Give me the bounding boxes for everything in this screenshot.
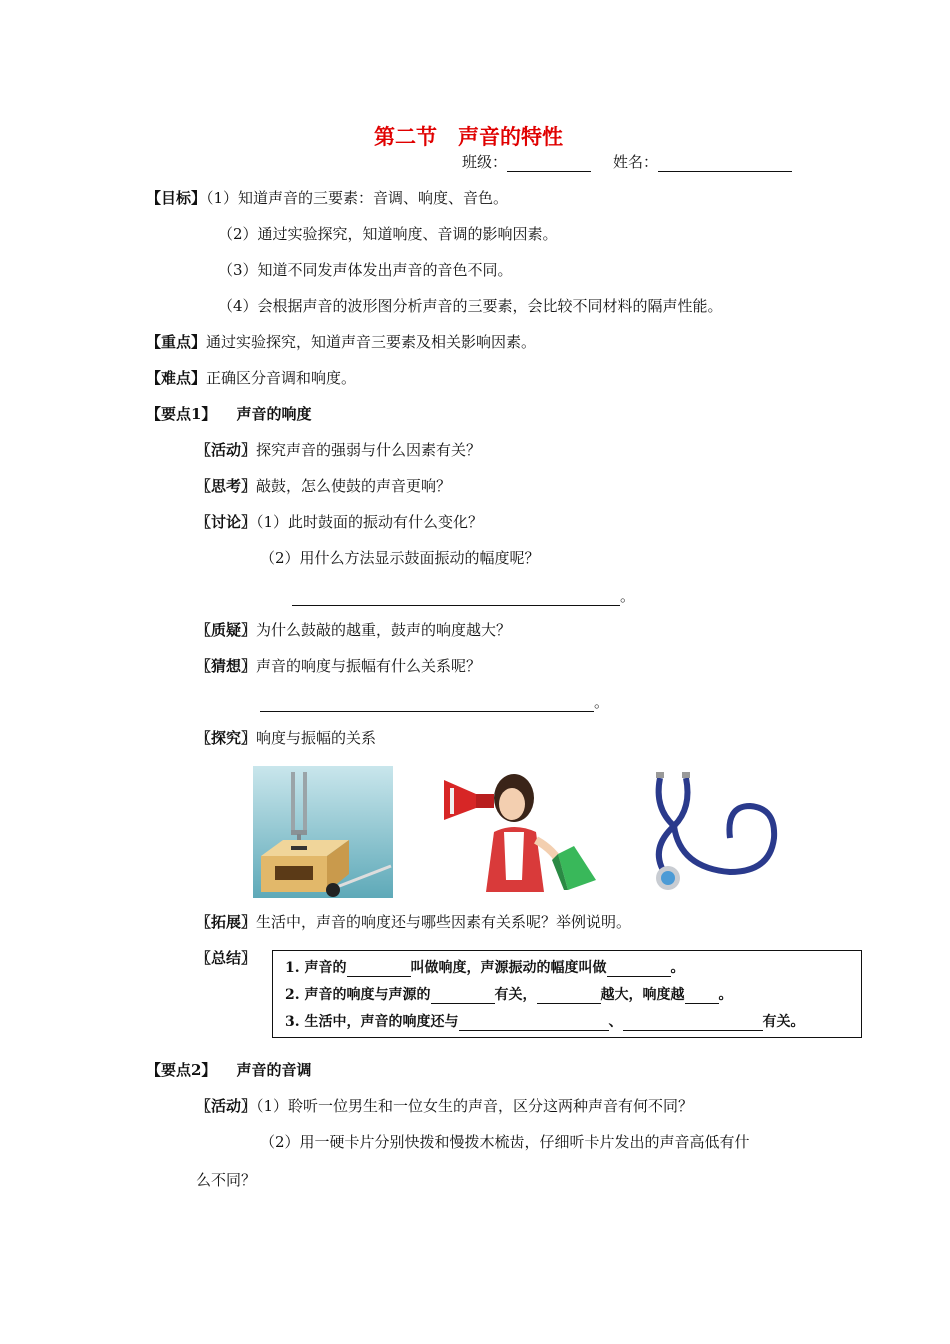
sum3-blank-1[interactable]: [459, 1017, 609, 1031]
goal-item-1: [146, 188, 508, 208]
sum1-blank-1[interactable]: [347, 963, 411, 977]
sum2-d: 。: [718, 987, 733, 1003]
guess-answer-end: 。: [594, 693, 610, 711]
sum3-a: 3. 生活中，声音的响度还与: [285, 1014, 459, 1030]
class-label: 班级：: [462, 153, 508, 171]
sum1-a: 1. 声音的: [285, 960, 347, 976]
woman-megaphone-image: [436, 770, 600, 892]
p2-activity: [196, 1096, 693, 1116]
name-field: [613, 152, 792, 172]
class-blank[interactable]: [507, 156, 591, 172]
p1-explore: [196, 728, 376, 748]
p1-discuss-q1: （1）此时鼓面的振动有什么变化？: [256, 513, 484, 531]
difficulty-label: 【难点】: [146, 369, 207, 387]
p1-think: [196, 476, 451, 496]
p1-activity-label: 〖活动〗: [196, 441, 257, 459]
p1-guess-answer: [260, 692, 609, 712]
point1-label: 【要点1】: [146, 405, 217, 423]
class-field: [462, 152, 591, 172]
key-point: [146, 332, 536, 352]
p1-question: [196, 620, 511, 640]
sum2-c: 越大，响度越: [600, 987, 685, 1003]
p1-question-label: 〖质疑〗: [196, 621, 257, 639]
name-label: 姓名：: [613, 153, 659, 171]
p1-guess-text: 声音的响度与振幅有什么关系呢？: [256, 657, 482, 675]
sum2-blank-3[interactable]: [685, 990, 719, 1004]
goal-text-1: （1）知道声音的三要素：音调、响度、音色。: [206, 189, 509, 207]
p1-guess-label: 〖猜想〗: [196, 657, 257, 675]
sum1-c: 。: [670, 960, 685, 976]
p2-activity-q1: （1）聆听一位男生和一位女生的声音，区分这两种声音有何不同？: [256, 1097, 694, 1115]
summary-line-1: [285, 959, 685, 977]
p1-extend-text: 生活中，声音的响度还与哪些因素有关系呢？举例说明。: [256, 913, 632, 931]
guess-answer-blank[interactable]: [260, 696, 594, 712]
discuss-answer-end: 。: [620, 587, 636, 605]
goals-label: 【目标】: [146, 189, 207, 207]
sum2-blank-2[interactable]: [537, 990, 601, 1004]
p1-discuss-answer: [292, 586, 635, 606]
p2-activity-q2b: 么不同？: [196, 1171, 257, 1189]
difficulty-text: 正确区分音调和响度。: [206, 369, 357, 387]
discuss-answer-blank[interactable]: [292, 590, 620, 606]
p1-think-label: 〖思考〗: [196, 477, 257, 495]
sum3-b: 、: [608, 1014, 623, 1030]
sum2-a: 2. 声音的响度与声源的: [285, 987, 431, 1003]
sum3-c: 有关。: [762, 1014, 805, 1030]
p1-discuss-q2: （2）用什么方法显示鼓面振动的幅度呢？: [260, 549, 540, 567]
name-blank[interactable]: [658, 156, 792, 172]
summary-box: [272, 950, 862, 1038]
key-label: 【重点】: [146, 333, 207, 351]
sum3-blank-2[interactable]: [623, 1017, 763, 1031]
sum1-blank-2[interactable]: [607, 963, 671, 977]
sum2-blank-1[interactable]: [431, 990, 495, 1004]
p1-explore-text: 响度与振幅的关系: [256, 729, 377, 747]
p1-discuss-label: 〖讨论〗: [196, 513, 257, 531]
sum1-b: 叫做响度，声源振动的幅度叫做: [410, 960, 607, 976]
p1-think-text: 敲鼓，怎么使鼓的声音更响？: [256, 477, 452, 495]
difficulty: [146, 368, 356, 388]
p1-activity: [196, 440, 481, 460]
p1-extend: [196, 912, 631, 932]
point1-heading: [146, 404, 311, 424]
point2-label: 【要点2】: [146, 1061, 217, 1079]
key-text: 通过实验探究，知道声音三要素及相关影响因素。: [206, 333, 537, 351]
point2-heading: [146, 1060, 311, 1080]
p1-discuss: [196, 512, 483, 532]
p2-activity-q2a: （2）用一硬卡片分别快拨和慢拨木梳齿，仔细听卡片发出的声音高低有什: [260, 1133, 750, 1151]
point1-title: 声音的响度: [236, 405, 312, 423]
p1-guess: [196, 656, 481, 676]
p1-extend-label: 〖拓展〗: [196, 913, 257, 931]
stethoscope-image: [640, 768, 782, 894]
p2-activity-label: 〖活动〗: [196, 1097, 257, 1115]
summary-line-2: [285, 986, 733, 1004]
page-title: 第二节 声音的特性: [374, 124, 563, 149]
tuning-fork-image: [253, 766, 393, 898]
p1-activity-text: 探究声音的强弱与什么因素有关？: [256, 441, 482, 459]
goal-item-2: （2）通过实验探究，知道响度、音调的影响因素。: [218, 225, 558, 243]
p1-explore-label: 〖探究〗: [196, 729, 257, 747]
p1-question-text: 为什么鼓敲的越重，鼓声的响度越大？: [256, 621, 512, 639]
point2-title: 声音的音调: [236, 1061, 312, 1079]
summary-line-3: [285, 1013, 805, 1031]
sum2-b: 有关，: [494, 987, 537, 1003]
p1-summary-label: 〖总结〗: [196, 949, 257, 967]
goal-item-4: （4）会根据声音的波形图分析声音的三要素，会比较不同材料的隔声性能。: [218, 297, 723, 315]
goal-item-3: （3）知道不同发声体发出声音的音色不同。: [218, 261, 513, 279]
